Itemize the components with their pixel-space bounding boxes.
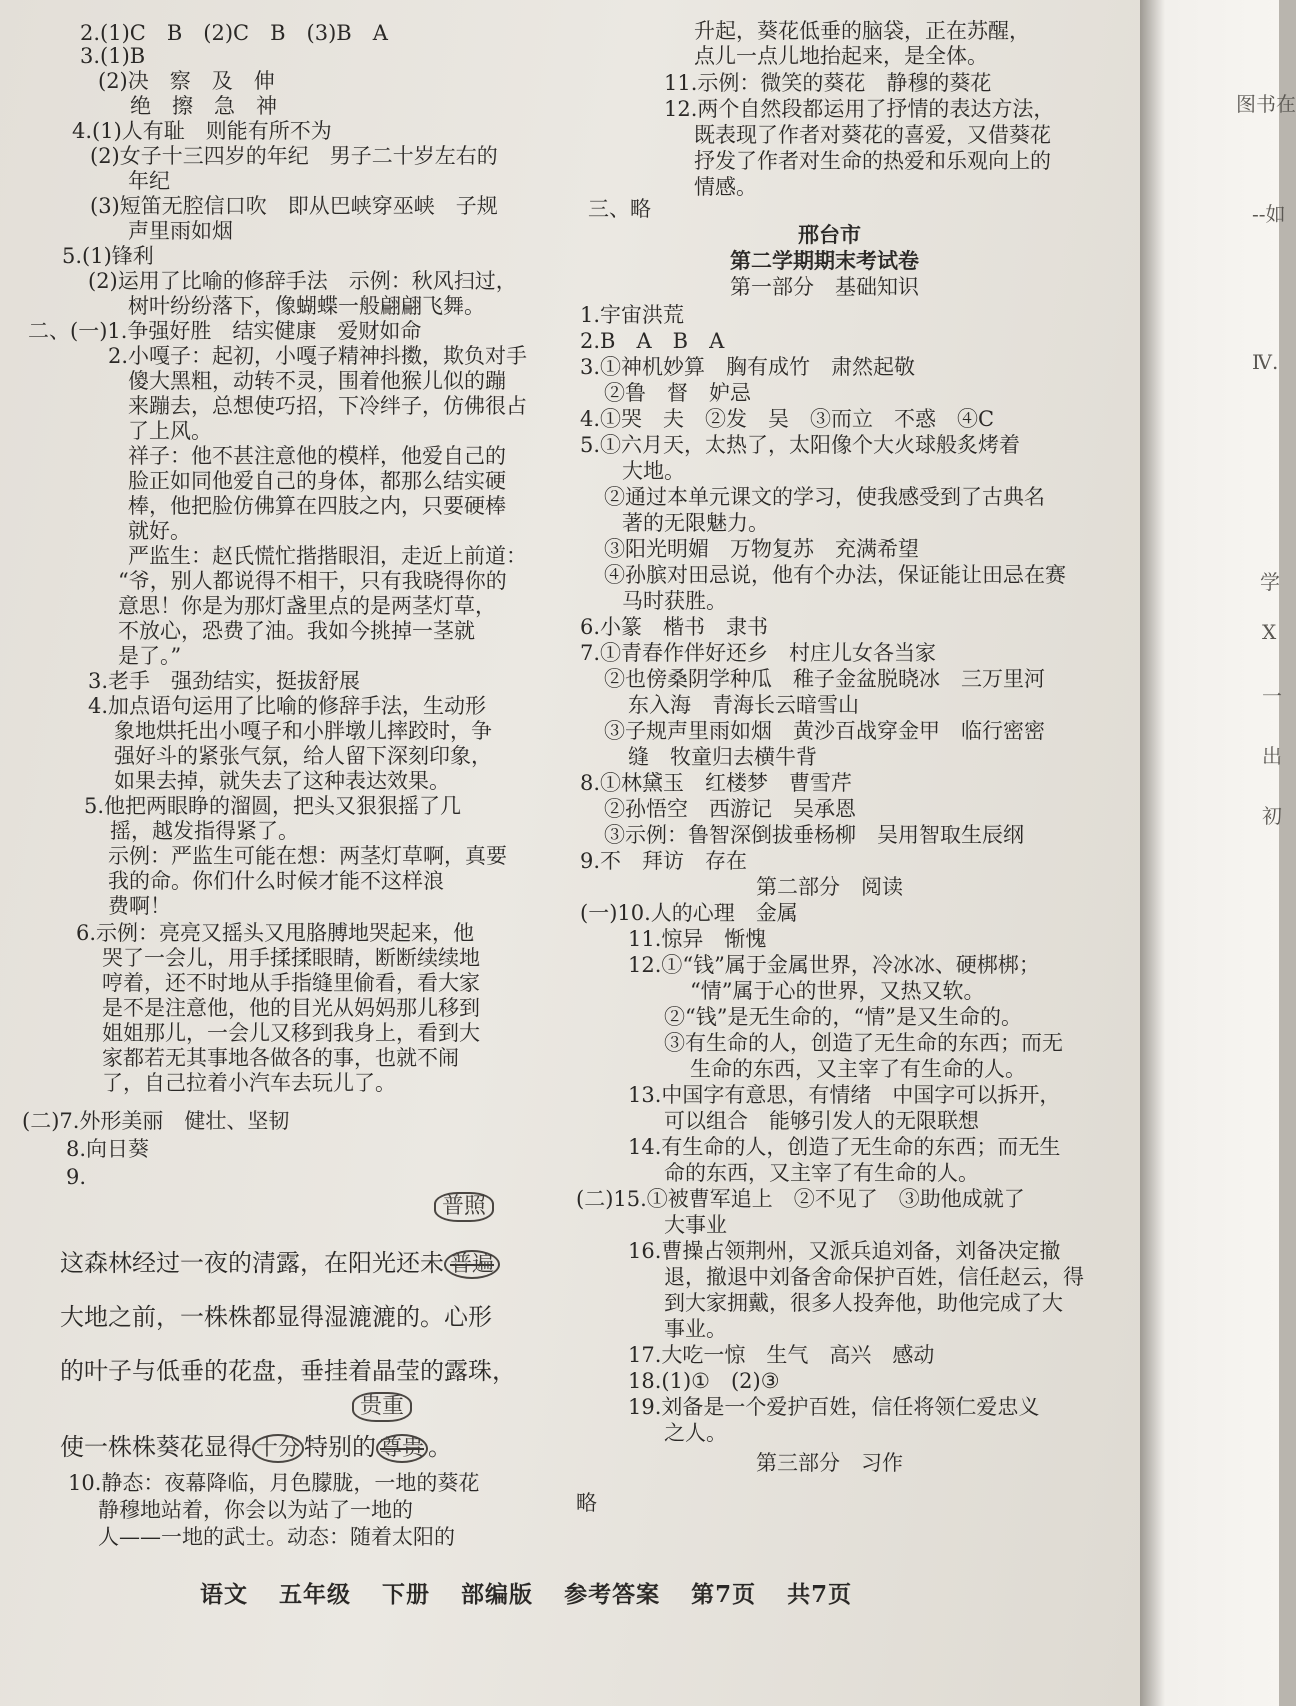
answer-line: 生命的东西，又主宰了有生命的人。: [690, 1057, 1026, 1081]
answer-line: 2.小嘎子：起初，小嘎子精神抖擞，欺负对手: [108, 344, 528, 368]
answer-line: 6.示例：亮亮又摇头又甩胳膊地哭起来，他: [76, 921, 475, 945]
handwritten-text: 。: [428, 1433, 453, 1461]
section-heading: 第二部分 阅读: [756, 875, 903, 899]
struck-word: 普遍: [444, 1250, 500, 1279]
edge-text: Ⅳ.: [1252, 350, 1279, 374]
answer-line: 退，撤退中刘备舍命保护百姓，信任赵云，得: [664, 1265, 1084, 1289]
correction-word: 贵重: [352, 1392, 412, 1422]
footer-grade: 五年级: [279, 1581, 352, 1608]
answer-line: 11.示例：微笑的葵花 静穆的葵花: [664, 71, 992, 95]
footer-page: 第7页: [691, 1581, 757, 1608]
answer-line: 抒发了作者对生命的热爱和乐观向上的: [694, 149, 1051, 173]
adjacent-page-edge: [1140, 0, 1296, 1706]
page-footer: [200, 1576, 874, 1609]
answer-line: 略: [576, 1491, 597, 1515]
answer-line: ②也傍桑阴学种瓜 稚子金盆脱晓冰 三万里河: [604, 667, 1045, 691]
answer-line: 情感。: [694, 175, 757, 199]
answer-line: 4.加点语句运用了比喻的修辞手法，生动形: [88, 694, 487, 718]
answer-line: 2.(1)C B (2)C B (3)B A: [80, 21, 388, 45]
edge-text: X: [1262, 620, 1277, 644]
answer-line: 5.①六月天，太热了，太阳像个大火球般炙烤着: [580, 433, 1021, 457]
footer-edition: 部编版: [461, 1581, 534, 1608]
answer-line: 摇，越发指得紧了。: [110, 819, 299, 843]
answer-line: 大事业: [664, 1213, 727, 1237]
answer-line: 5.他把两眼睁的溜圆，把头又狠狠摇了几: [84, 794, 462, 818]
answer-line: ③子规声里雨如烟 黄沙百战穿金甲 临行密密: [604, 719, 1045, 743]
answer-line: 19.刘备是一个爱护百姓，信任将领仁爱忠义: [628, 1395, 1040, 1419]
answer-line: 姐姐那儿，一会儿又移到我身上，看到大: [102, 1021, 480, 1045]
answer-line: 升起，葵花低垂的脑袋，正在苏醒，: [694, 19, 1030, 43]
answer-line: 既表现了作者对葵花的喜爱，又借葵花: [694, 123, 1051, 147]
answer-line: 家都若无其事地各做各的事，也就不闹: [102, 1046, 459, 1070]
answer-line: 祥子：他不甚注意他的模样，他爱自己的: [128, 444, 506, 468]
answer-line: 强好斗的紧张气氛，给人留下深刻印象，: [114, 744, 492, 768]
answer-line: ②“钱”是无生命的，“情”是又生命的。: [664, 1005, 1022, 1029]
answer-line: 脸正如同他爱自己的身体，都那么结实硬: [128, 469, 506, 493]
answer-line: 3.①神机妙算 胸有成竹 肃然起敬: [580, 355, 916, 379]
edge-text: 学: [1260, 570, 1280, 594]
answer-line: 象地烘托出小嘎子和小胖墩儿摔跤时，争: [114, 719, 492, 743]
edge-text: 图书在: [1236, 92, 1296, 116]
answer-line: 是了。”: [118, 644, 182, 668]
answer-line: “爷，别人都说得不相干，只有我晓得你的: [118, 569, 507, 593]
footer-subject: 语文: [200, 1581, 248, 1608]
struck-word: 尊贵: [376, 1434, 428, 1463]
answer-line: 傻大黑粗，动转不灵，围着他猴儿似的蹦: [128, 369, 506, 393]
footer-total: 共7页: [787, 1581, 853, 1608]
answer-line: 大地。: [622, 459, 685, 483]
answer-line: (一)10.人的心理 金属: [580, 901, 798, 925]
answer-line: 是不是注意他，他的目光从妈妈那儿移到: [102, 996, 480, 1020]
answer-line: 绝 擦 急 神: [130, 94, 277, 118]
answer-line: 到大家拥戴，很多人投奔他，助他完成了大: [664, 1291, 1063, 1315]
answer-line: ②孙悟空 西游记 吴承恩: [604, 797, 856, 821]
answer-line: 三、略: [588, 197, 651, 221]
answer-line: 可以组合 能够引发人的无限联想: [664, 1109, 979, 1133]
edge-text: 初: [1262, 804, 1282, 828]
answer-line: 7.①青春作伴好还乡 村庄儿女各当家: [580, 641, 937, 665]
answer-line: 人——一地的武士。动态：随着太阳的: [98, 1525, 455, 1549]
answer-line: 费啊！: [108, 894, 171, 918]
circled-word: 十分: [252, 1434, 304, 1463]
answer-line: (2)女子十三四岁的年纪 男子二十岁左右的: [90, 144, 498, 168]
answer-line: 8.向日葵: [66, 1137, 150, 1161]
footer-volume: 下册: [382, 1581, 431, 1608]
answer-line: 4.①哭 夫 ②发 吴 ③而立 不惑 ④C: [580, 407, 995, 431]
answer-line: 来蹦去，总想使巧招，下冷绊子，仿佛很占: [128, 394, 527, 418]
answer-line: 9.: [66, 1165, 87, 1189]
handwritten-line: 大地之前，一株株都显得湿漉漉的。心形: [60, 1303, 492, 1331]
answer-line: 12.两个自然段都运用了抒情的表达方法，: [664, 97, 1055, 121]
answer-line: 了上风。: [128, 419, 212, 443]
answer-line: ④孙膑对田忌说，他有个办法，保证能让田忌在赛: [604, 563, 1066, 587]
answer-line: 马时获胜。: [622, 589, 727, 613]
answer-line: 静穆地站着，你会以为站了一地的: [98, 1498, 413, 1522]
handwritten-line: [60, 1434, 452, 1462]
answer-line: 17.大吃一惊 生气 高兴 感动: [628, 1343, 935, 1367]
answer-line: ②鲁 督 妒忌: [604, 381, 751, 405]
answer-line: 12.①“钱”属于金属世界，冷冰冰、硬梆梆；: [628, 953, 1040, 977]
answer-line: 2.B A B A: [580, 329, 725, 353]
answer-line: 3.(1)B: [80, 44, 146, 68]
answer-line: 16.曹操占领荆州，又派兵追刘备，刘备决定撤: [628, 1239, 1061, 1263]
answer-line: ②通过本单元课文的学习，使我感受到了古典名: [604, 485, 1045, 509]
edge-text: 出: [1262, 744, 1282, 768]
section-heading: 第三部分 习作: [756, 1451, 903, 1475]
answer-line: 缝 牧童归去横牛背: [628, 745, 817, 769]
answer-line: 就好。: [128, 519, 191, 543]
exam-title: 第二学期期末考试卷: [730, 248, 919, 273]
answer-line: 9.不 拜访 存在: [580, 849, 748, 873]
handwritten-text: 特别的: [304, 1433, 377, 1461]
answer-line: 之人。: [664, 1421, 727, 1445]
answer-line: 13.中国字有意思，有情绪 中国字可以拆开，: [628, 1083, 1061, 1107]
answer-line: 哭了一会儿，用手揉揉眼睛，断断续续地: [102, 946, 480, 970]
answer-line: 著的无限魅力。: [622, 511, 769, 535]
answer-line: 严监生：赵氏慌忙揩揩眼泪，走近上前道：: [128, 544, 527, 568]
correction-word: 普照: [434, 1192, 494, 1222]
answer-line: ③有生命的人，创造了无生命的东西；而无: [664, 1031, 1063, 1055]
answer-line: 点儿一点儿地抬起来，是全体。: [694, 44, 988, 68]
answer-line: (二)7.外形美丽 健壮、坚韧: [22, 1109, 290, 1133]
answer-line: 5.(1)锋利: [62, 244, 154, 268]
answer-line: 二、(一)1.争强好胜 结实健康 爱财如命: [28, 319, 422, 343]
answer-line: (二)15.①被曹军追上 ②不见了 ③助他成就了: [576, 1187, 1025, 1211]
answer-line: 4.(1)人有耻 则能有所不为: [72, 119, 332, 143]
handwritten-text: 这森林经过一夜的清露，在阳光还未: [60, 1249, 444, 1277]
answer-line: 树叶纷纷落下，像蝴蝶一般翩翩飞舞。: [128, 294, 485, 318]
answer-line: 事业。: [664, 1317, 727, 1341]
answer-line: 11.惊异 惭愧: [628, 927, 767, 951]
edge-text: --如: [1252, 202, 1286, 226]
answer-line: (3)短笛无腔信口吹 即从巴峡穿巫峡 子规: [90, 194, 498, 218]
answer-line: 棒，他把脸仿佛算在四肢之内，只要硬棒: [128, 494, 506, 518]
answer-line: 声里雨如烟: [128, 219, 233, 243]
answer-line: 1.宇宙洪荒: [580, 303, 685, 327]
answer-line: 14.有生命的人，创造了无生命的东西；而无生: [628, 1135, 1061, 1159]
answer-line: (2)决 察 及 伸: [98, 69, 275, 93]
answer-line: 哼着，还不时地从手指缝里偷看，看大家: [102, 971, 480, 995]
answer-line: 3.老手 强劲结实，挺拔舒展: [88, 669, 361, 693]
section-heading: 第一部分 基础知识: [730, 275, 919, 299]
answer-line: 8.①林黛玉 红楼梦 曹雪芹: [580, 771, 853, 795]
answer-line: 我的命。你们什么时候才能不这样浪: [108, 869, 444, 893]
exam-city: 邢台市: [798, 222, 861, 247]
answer-line: 不放心，恐费了油。我如今挑掉一茎就: [118, 619, 475, 643]
answer-line: ③阳光明媚 万物复苏 充满希望: [604, 537, 919, 561]
handwritten-text: 使一株株葵花显得: [60, 1433, 252, 1461]
answer-line: 如果去掉，就失去了这种表达效果。: [114, 769, 450, 793]
answer-line: 意思！你是为那灯盏里点的是两茎灯草，: [118, 594, 496, 618]
answer-line: (2)运用了比喻的修辞手法 示例：秋风扫过，: [88, 269, 517, 293]
answer-line: 18.(1)① (2)③: [628, 1369, 780, 1393]
handwritten-line: [60, 1250, 500, 1278]
answer-line: 年纪: [128, 169, 170, 193]
answer-line: 东入海 青海长云暗雪山: [628, 693, 859, 717]
handwritten-line: 的叶子与低垂的花盘，垂挂着晶莹的露珠，: [60, 1357, 516, 1385]
answer-line: 命的东西，又主宰了有生命的人。: [664, 1161, 979, 1185]
answer-line: 了，自己拉着小汽车去玩儿了。: [102, 1071, 396, 1095]
footer-label: 参考答案: [564, 1581, 661, 1608]
answer-line: 示例：严监生可能在想：两茎灯草啊，真要: [108, 844, 507, 868]
edge-text: 一: [1262, 684, 1282, 708]
answer-line: 10.静态：夜幕降临，月色朦胧，一地的葵花: [68, 1471, 480, 1495]
answer-line: “情”属于心的世界，又热又软。: [690, 979, 985, 1003]
answer-line: ③示例：鲁智深倒拔垂杨柳 吴用智取生辰纲: [604, 823, 1024, 847]
answer-line: 6.小篆 楷书 隶书: [580, 615, 769, 639]
